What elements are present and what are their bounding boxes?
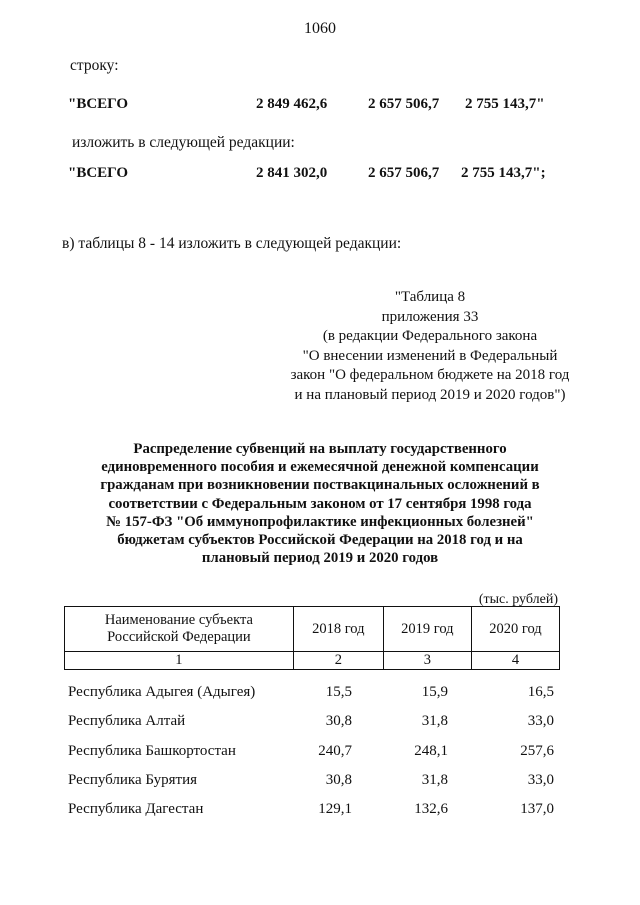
table-row bbox=[68, 713, 558, 733]
total-row-old bbox=[68, 96, 568, 116]
table-header bbox=[64, 606, 560, 670]
title-line: плановый период 2019 и 2020 годов bbox=[201, 550, 439, 567]
title-line: бюджетам субъектов Российской Федерации на 2018 год и на bbox=[117, 532, 523, 549]
caption-line: (в редакции Федерального закона bbox=[322, 328, 538, 344]
table-row bbox=[68, 801, 558, 821]
row-name: Республика Дагестан bbox=[68, 801, 204, 817]
total-label: "ВСЕГО bbox=[68, 165, 129, 181]
title-line: гражданам при возникновении поствакцинальных осложнений в bbox=[100, 477, 540, 494]
row-value-2020: 33,0 bbox=[527, 772, 554, 788]
text-tables-intro: в) таблицы 8 - 14 изложить в следующей редакции: bbox=[62, 235, 402, 252]
header-num-4: 4 bbox=[471, 652, 559, 670]
caption-line: приложения 33 bbox=[381, 308, 479, 325]
text-stroku: строку: bbox=[70, 57, 119, 74]
text-izlozhit: изложить в следующей редакции: bbox=[72, 134, 295, 151]
row-value-2019: 248,1 bbox=[414, 743, 448, 759]
header-num-1: 1 bbox=[65, 652, 294, 670]
total-row-new bbox=[68, 165, 568, 185]
header-2019: 2019 год bbox=[383, 607, 471, 652]
header-subject-line1: Наименование субъекта bbox=[104, 612, 253, 628]
row-value-2020: 137,0 bbox=[520, 801, 554, 817]
row-name: Республика Башкортостан bbox=[68, 743, 236, 759]
total-value-2018: 2 841 302,0 bbox=[256, 165, 328, 181]
row-name: Республика Бурятия bbox=[68, 772, 198, 788]
row-value-2019: 31,8 bbox=[421, 713, 448, 729]
row-value-2018: 129,1 bbox=[318, 801, 352, 817]
row-value-2019: 31,8 bbox=[421, 772, 448, 788]
caption-line: "О внесении изменений в Федеральный bbox=[302, 347, 558, 364]
table-title bbox=[70, 440, 570, 567]
row-value-2019: 132,6 bbox=[414, 801, 448, 817]
header-subject-line2: Российской Федерации bbox=[107, 629, 251, 645]
table-row bbox=[68, 743, 558, 763]
caption-line: "Таблица 8 bbox=[394, 289, 466, 305]
title-line: единовременного пособия и ежемесячной денежной компенсации bbox=[101, 459, 539, 476]
row-value-2020: 16,5 bbox=[527, 684, 554, 700]
page-number: 1060 bbox=[304, 20, 336, 37]
unit-label: (тыс. рублей) bbox=[478, 592, 558, 607]
row-value-2018: 30,8 bbox=[325, 713, 352, 729]
row-value-2018: 30,8 bbox=[325, 772, 352, 788]
table-caption bbox=[270, 288, 590, 405]
total-value-2019: 2 657 506,7 bbox=[368, 96, 440, 112]
row-name: Республика Алтай bbox=[68, 713, 186, 729]
row-value-2018: 15,5 bbox=[325, 684, 352, 700]
caption-line: закон "О федеральном бюджете на 2018 год bbox=[290, 367, 570, 383]
table-row bbox=[68, 684, 558, 704]
total-value-2018: 2 849 462,6 bbox=[256, 96, 328, 112]
header-subject bbox=[65, 607, 294, 652]
total-value-2020: 2 755 143,7"; bbox=[461, 165, 546, 181]
table-row bbox=[68, 772, 558, 792]
row-value-2020: 257,6 bbox=[520, 743, 554, 759]
row-value-2020: 33,0 bbox=[527, 713, 554, 729]
caption-line: и на плановый период 2019 и 2020 годов") bbox=[294, 386, 566, 403]
row-value-2018: 240,7 bbox=[318, 743, 352, 759]
header-2018: 2018 год bbox=[293, 607, 383, 652]
header-num-2: 2 bbox=[293, 652, 383, 670]
title-line: соответствии с Федеральным законом от 17 сентября 1998 года bbox=[108, 495, 532, 512]
header-num-3: 3 bbox=[383, 652, 471, 670]
total-value-2020: 2 755 143,7" bbox=[465, 96, 545, 112]
header-2020: 2020 год bbox=[471, 607, 559, 652]
title-line: Распределение субвенций на выплату государственного bbox=[133, 441, 507, 457]
row-name: Республика Адыгея (Адыгея) bbox=[68, 684, 256, 700]
total-label: "ВСЕГО bbox=[68, 96, 129, 112]
total-value-2019: 2 657 506,7 bbox=[368, 165, 440, 181]
title-line: № 157-ФЗ "Об иммунопрофилактике инфекционных болезней" bbox=[106, 513, 534, 530]
row-value-2019: 15,9 bbox=[421, 684, 448, 700]
